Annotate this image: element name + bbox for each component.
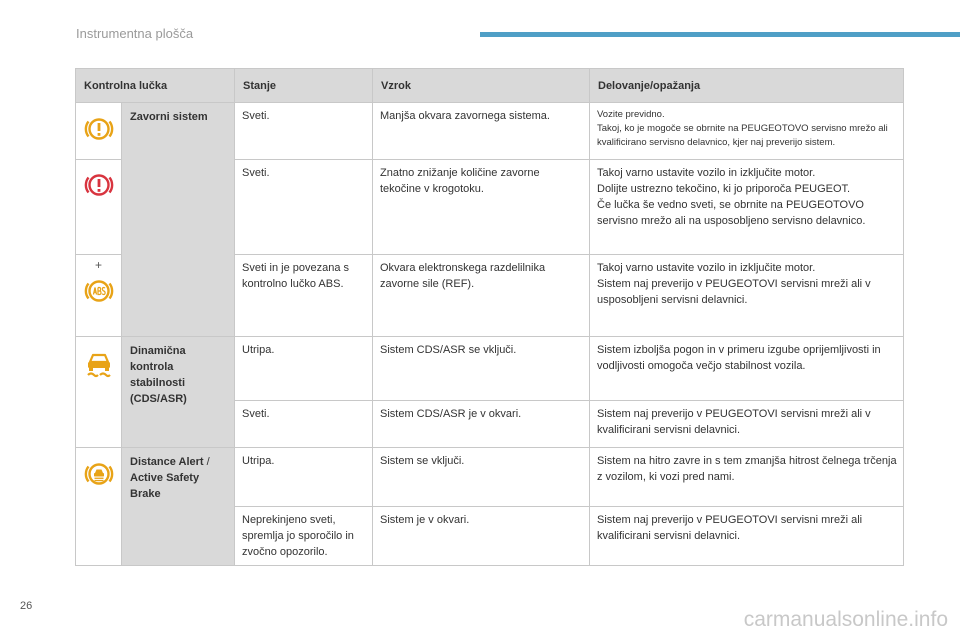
cause-cell: Okvara elektronskega razdelilnika zavorne sile (REF). xyxy=(373,255,590,337)
page-header-title: Instrumentna plošča xyxy=(76,26,194,41)
col-header-action: Delovanje/opažanja xyxy=(590,69,904,103)
header-accent-bar xyxy=(480,32,960,37)
state-cell: Utripa. xyxy=(235,337,373,401)
cause-cell: Sistem CDS/ASR se vključi. xyxy=(373,337,590,401)
state-cell: Sveti. xyxy=(235,401,373,448)
table-header-row xyxy=(76,69,904,103)
state-cell: Sveti in je povezana s kontrolno lučko ABS. xyxy=(235,255,373,337)
action-cell: Takoj varno ustavite vozilo in izključite motor. Dolijte ustrezno tekočino, ki jo priporoča PEUGEOT. Če lučka še vedno sveti, se obrnite na PEUGEOTOVO servisno mrežo ali na usposobljeno servisno delavnico. xyxy=(590,160,904,255)
watermark: carmanualsonline.info xyxy=(743,608,948,631)
page-number: 26 xyxy=(20,600,33,612)
system-name-separator: / xyxy=(203,456,210,468)
brake-warning-icon xyxy=(82,114,116,144)
stability-control-icon xyxy=(82,347,116,381)
action-cell: Sistem izboljša pogon in v primeru izgube oprijemljivosti in vodljivosti omogoča večjo stabilnost vozila. xyxy=(590,337,904,401)
table-row xyxy=(76,103,904,160)
system-name-stability: Dinamična kontrola stabilnosti (CDS/ASR) xyxy=(122,337,235,448)
table-row xyxy=(76,337,904,401)
state-cell: Neprekinjeno sveti, spremlja jo sporočilo in zvočno opozorilo. xyxy=(235,507,373,566)
action-cell: Vozite previdno. Takoj, ko je mogoče se obrnite na PEUGEOTOVO servisno mrežo ali kvalificirano servisno delavnico, kjer naj preverijo sistem. xyxy=(590,103,904,160)
brake-circuit-icon xyxy=(82,170,116,200)
abs-icon xyxy=(82,276,116,306)
cause-cell: Znatno znižanje količine zavorne tekočine v krogotoku. xyxy=(373,160,590,255)
col-header-lamp: Kontrolna lučka xyxy=(76,69,235,103)
state-cell: Sveti. xyxy=(235,160,373,255)
action-cell: Sistem naj preverijo v PEUGEOTOVI servisni mreži ali v kvalificirani servisni delavnici. xyxy=(590,401,904,448)
distance-alert-icon xyxy=(82,459,116,489)
warning-lights-table xyxy=(75,68,904,566)
icon-cell xyxy=(76,337,122,448)
icon-cell xyxy=(76,448,122,566)
state-cell: Utripa. xyxy=(235,448,373,507)
system-name-distance-alert xyxy=(122,448,235,566)
cause-cell: Sistem CDS/ASR je v okvari. xyxy=(373,401,590,448)
icon-cell xyxy=(76,255,122,337)
system-name-part: Distance Alert xyxy=(130,456,204,468)
system-name-brake: Zavorni sistem xyxy=(122,103,235,337)
cause-cell: Sistem se vključi. xyxy=(373,448,590,507)
icon-cell xyxy=(76,103,122,160)
col-header-state: Stanje xyxy=(235,69,373,103)
action-cell: Takoj varno ustavite vozilo in izključite motor. Sistem naj preverijo v PEUGEOTOVI servisni mreži ali v usposobljeni servisni delavnici. xyxy=(590,255,904,337)
plus-sign: + xyxy=(94,258,102,272)
action-cell: Sistem na hitro zavre in s tem zmanjša hitrost čelnega trčenja z vozilom, ki vozi pred nami. xyxy=(590,448,904,507)
icon-cell xyxy=(76,160,122,255)
system-name-part: Active Safety Brake xyxy=(130,472,200,500)
cause-cell: Manjša okvara zavornega sistema. xyxy=(373,103,590,160)
action-cell: Sistem naj preverijo v PEUGEOTOVI servisni mreži ali kvalificirani servisni delavnici. xyxy=(590,507,904,566)
table-row xyxy=(76,448,904,507)
state-cell: Sveti. xyxy=(235,103,373,160)
cause-cell: Sistem je v okvari. xyxy=(373,507,590,566)
col-header-cause: Vzrok xyxy=(373,69,590,103)
